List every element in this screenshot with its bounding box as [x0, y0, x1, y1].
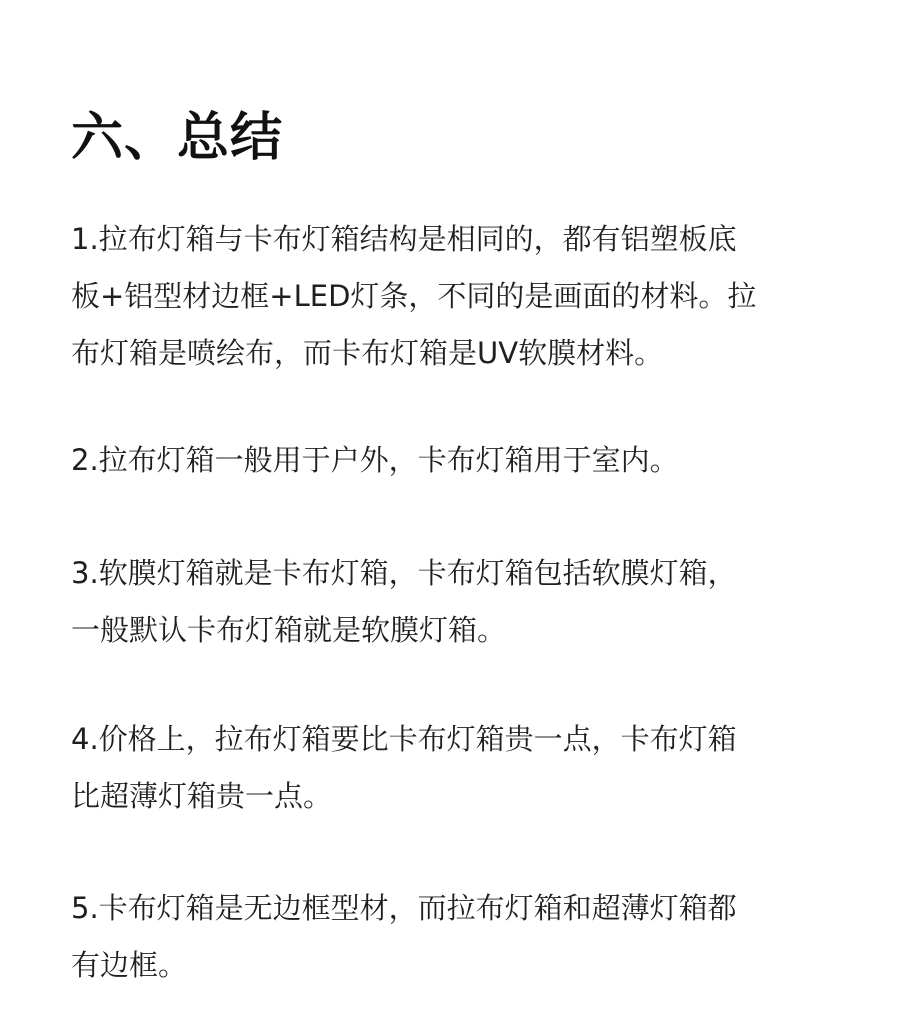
summary-point-2 — [71, 432, 831, 489]
text-line: 有边框。 — [71, 948, 188, 982]
summary-point-1 — [71, 211, 831, 382]
text-line: 板+铝型材边框+LED灯条，不同的是画面的材料。拉 — [71, 279, 757, 313]
text-line: 2.拉布灯箱一般用于户外，卡布灯箱用于室内。 — [71, 443, 679, 477]
text-line: 1.拉布灯箱与卡布灯箱结构是相同的，都有铝塑板底 — [71, 222, 737, 256]
summary-point-5 — [71, 880, 831, 994]
text-line: 5.卡布灯箱是无边框型材，而拉布灯箱和超薄灯箱都 — [71, 891, 737, 925]
text-line: 3.软膜灯箱就是卡布灯箱，卡布灯箱包括软膜灯箱， — [71, 556, 737, 590]
text-line: 布灯箱是喷绘布，而卡布灯箱是UV软膜材料。 — [71, 336, 664, 370]
section-title: 六、总结 — [71, 108, 284, 168]
summary-point-4 — [71, 711, 831, 825]
text-line: 比超薄灯箱贵一点。 — [71, 779, 333, 813]
text-line: 一般默认卡布灯箱就是软膜灯箱。 — [71, 613, 507, 647]
text-line: 4.价格上，拉布灯箱要比卡布灯箱贵一点，卡布灯箱 — [71, 722, 737, 756]
summary-point-3 — [71, 545, 831, 659]
